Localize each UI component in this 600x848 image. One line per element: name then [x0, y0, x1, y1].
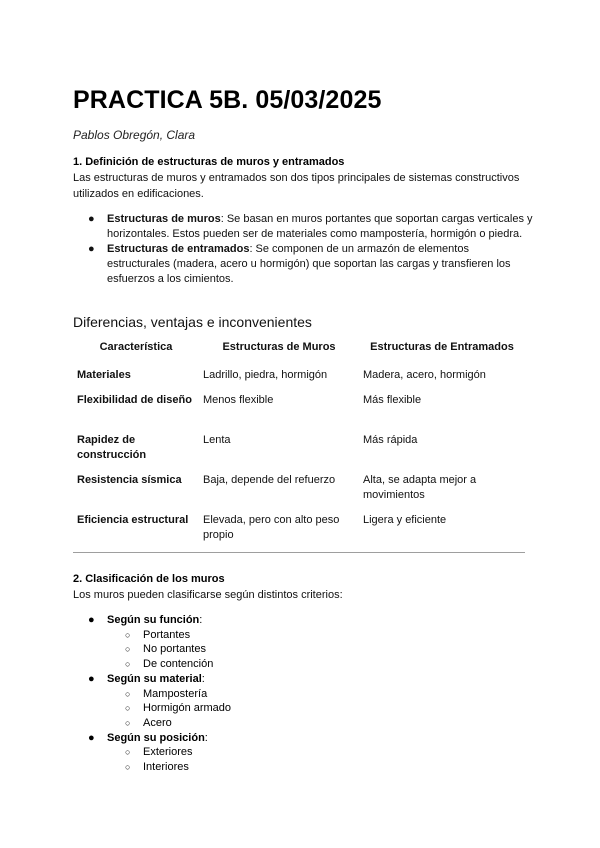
- list-item-text: No portantes: [143, 643, 206, 656]
- list-item: [73, 657, 533, 672]
- circle-bullet-icon: ○: [125, 747, 131, 758]
- list-item: [73, 716, 533, 731]
- table-cell: Elevada, pero con alto peso propio: [203, 514, 340, 541]
- circle-bullet-icon: ○: [125, 703, 131, 714]
- circle-bullet-icon: ○: [125, 644, 131, 655]
- circle-bullet-icon: ○: [125, 688, 131, 699]
- table-row-header: Rapidez de construcción: [77, 434, 147, 461]
- group-suffix: :: [199, 614, 203, 626]
- list-item: [73, 745, 533, 760]
- table-row-header: Materiales: [77, 369, 131, 381]
- list-item-text: : Se componen de un armazón de elementos estructurales (madera, acero u hormigón) que soportan las cargas y transfieren los esfuerzos a los cimientos.: [107, 243, 511, 285]
- list-item-term: Estructuras de entramados: [107, 243, 250, 255]
- list-item-text: Interiores: [143, 761, 189, 774]
- classification-group: [73, 731, 533, 775]
- table-cell: Alta, se adapta mejor a movimientos: [363, 474, 477, 501]
- horizontal-divider: [73, 552, 525, 553]
- list-item: [73, 687, 533, 702]
- table-row: [73, 433, 525, 473]
- circle-bullet-icon: ○: [125, 659, 131, 670]
- classification-list: [73, 613, 533, 775]
- group-label: Según su posición: [107, 731, 205, 744]
- section-2-intro: Los muros pueden clasificarse según distintos criterios:: [73, 589, 343, 601]
- table-cell: Baja, depende del refuerzo: [203, 474, 336, 486]
- comparison-table: [73, 338, 525, 553]
- classification-group: [73, 672, 533, 731]
- table-header-row: [73, 338, 525, 358]
- sub-list: [107, 628, 533, 672]
- circle-bullet-icon: ○: [125, 629, 131, 640]
- list-item-text: Portantes: [143, 628, 191, 641]
- table-header-cell: Característica: [99, 341, 173, 353]
- table-cell: Menos flexible: [203, 394, 274, 406]
- table-header-cell: Estructuras de Muros: [222, 341, 336, 353]
- section-1-heading: 1. Definición de estructuras de muros y entramados: [73, 156, 345, 168]
- sub-list: [107, 745, 533, 774]
- section-1-intro: Las estructuras de muros y entramados son dos tipos principales de sistemas constructivos utilizados en edificaciones.: [73, 172, 520, 200]
- group-label: Según su material: [107, 672, 202, 685]
- table-cell: Ligera y eficiente: [363, 514, 447, 526]
- list-item-text: Hormigón armado: [143, 702, 232, 715]
- table-cell: Más flexible: [363, 394, 422, 406]
- differences-heading: Diferencias, ventajas e inconvenientes: [73, 314, 312, 330]
- table-row: [73, 393, 525, 433]
- table-cell: Lenta: [203, 434, 231, 446]
- table-header-cell: Estructuras de Entramados: [370, 341, 514, 353]
- table-row: [73, 358, 525, 393]
- document-title: PRACTICA 5B. 05/03/2025: [73, 86, 382, 114]
- list-item: [73, 212, 533, 242]
- list-item-text: Acero: [143, 716, 172, 729]
- table-cell: Ladrillo, piedra, hormigón: [203, 369, 328, 381]
- list-item-text: : Se basan en muros portantes que soportan cargas verticales y horizontales. Estos pueden ser de materiales como mampostería, hormigón o piedra.: [107, 213, 533, 240]
- table-row: [73, 513, 525, 553]
- table-row-header: Eficiencia estructural: [77, 514, 189, 526]
- bullet-icon: ●: [88, 731, 95, 744]
- list-item-term: Estructuras de muros: [107, 213, 221, 225]
- table-cell: Más rápida: [363, 434, 418, 446]
- table-cell: Madera, acero, hormigón: [363, 369, 486, 381]
- group-suffix: :: [201, 672, 205, 685]
- bullet-icon: ●: [88, 213, 95, 225]
- list-item: [73, 701, 533, 716]
- table-row: [73, 473, 525, 513]
- list-item-text: Mampostería: [143, 687, 208, 700]
- section-2-heading: 2. Clasificación de los muros: [73, 573, 225, 585]
- list-item: [73, 760, 533, 775]
- list-item-text: De contención: [143, 658, 214, 671]
- bullet-icon: ●: [88, 243, 95, 255]
- table-row-header: Flexibilidad de diseño: [77, 394, 192, 406]
- bullet-icon: ●: [88, 614, 95, 626]
- classification-group: [73, 613, 533, 672]
- section-1-list: [73, 212, 533, 287]
- table-row-header: Resistencia sísmica: [77, 474, 182, 486]
- circle-bullet-icon: ○: [125, 762, 131, 773]
- list-item: [73, 642, 533, 657]
- document-authors: Pablos Obregón, Clara: [73, 128, 196, 142]
- circle-bullet-icon: ○: [125, 717, 131, 728]
- list-item: [73, 628, 533, 643]
- group-suffix: :: [204, 731, 208, 744]
- sub-list: [107, 687, 533, 731]
- bullet-icon: ●: [88, 672, 95, 685]
- group-label: Según su función: [107, 614, 200, 626]
- list-item-text: Exteriores: [143, 746, 193, 759]
- list-item: [73, 242, 533, 287]
